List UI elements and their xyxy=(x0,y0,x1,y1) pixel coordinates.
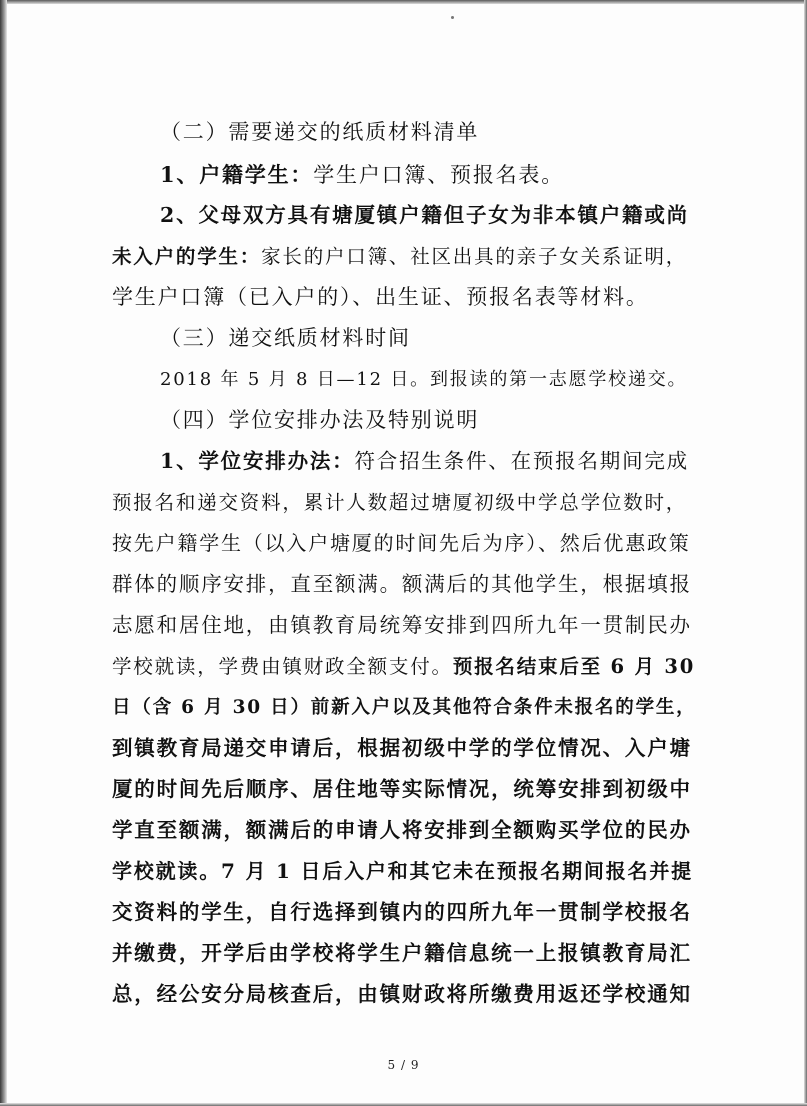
item-2-line2 xyxy=(112,236,697,277)
para-label: 1、学位安排办法： xyxy=(160,449,355,473)
item-1-text: 学生户口簿、预报名表。 xyxy=(313,163,565,187)
item-2-label-line2: 未入户的学生： xyxy=(112,245,262,268)
section-3-text: 2018 年 5 月 8 日—12 日。到报读的第一志愿学校递交。 xyxy=(160,369,688,390)
para-line-9: 厦的时间先后顺序、居住地等实际情况，统筹安排到初级中 xyxy=(112,777,692,801)
page-number: 5 / 9 xyxy=(387,1058,420,1072)
para-line-6-bold: 预报名结束后至 6 月 30 xyxy=(452,655,696,678)
para-line-1 xyxy=(112,441,697,482)
para-line-7: 日（含 6 月 30 日）前新入户以及其他符合条件未报名的学生， xyxy=(112,697,697,718)
para-line-3: 按先户籍学生（以入户塘厦的时间先后为序）、然后优惠政策 xyxy=(112,531,691,555)
para-line-13: 并缴费，开学后由学校将学生户籍信息统一上报镇教育局汇 xyxy=(112,941,692,965)
para-line-8: 到镇教育局递交申请后，根据初级中学的学位情况、入户塘 xyxy=(112,736,692,760)
para-line-14: 总，经公安分局核查后，由镇财政将所缴费用返还学校通知 xyxy=(112,982,692,1006)
para-line-6-normal: 学校就读，学费由镇财政全额支付。 xyxy=(112,655,453,678)
item-2-label-line1: 2、父母双方具有塘厦镇户籍但子女为非本镇户籍或尚 xyxy=(160,203,689,227)
para-line-10: 学直至额满，额满后的申请人将安排到全额购买学位的民办 xyxy=(112,818,692,842)
document-body xyxy=(112,112,697,1015)
para-line-4: 群体的顺序安排，直至额满。额满后的其他学生，根据填报 xyxy=(112,572,692,596)
item-2-text-line2: 家长的户口簿、社区出具的亲子女关系证明， xyxy=(261,245,688,268)
section-2-heading: （二）需要递交的纸质材料清单 xyxy=(160,120,480,144)
para-line-1-rest: 符合招生条件、在预报名期间完成 xyxy=(354,449,689,473)
para-line-12: 交资料的学生，自行选择到镇内的四所九年一贯制学校报名 xyxy=(112,900,692,924)
scan-edge-left xyxy=(0,0,7,1106)
para-line-11: 学校就读。7 月 1 日后入户和其它未在预报名期间报名并提 xyxy=(112,859,693,883)
section-4-heading: （四）学位安排办法及特别说明 xyxy=(160,408,480,432)
section-3-heading: （三）递交纸质材料时间 xyxy=(160,326,411,350)
item-1-label: 1、户籍学生： xyxy=(160,162,314,187)
scan-edge-top xyxy=(0,0,807,4)
para-line-5: 志愿和居住地，由镇教育局统筹安排到四所九年一贯制民办 xyxy=(112,613,692,637)
item-2-line3: 学生户口簿（已入户的）、出生证、预报名表等材料。 xyxy=(112,285,649,309)
para-line-6 xyxy=(112,646,697,687)
item-1 xyxy=(112,154,697,195)
para-line-2: 预报名和递交资料，累计人数超过塘厦初级中学总学位数时， xyxy=(112,491,688,514)
scan-speck xyxy=(451,16,454,19)
